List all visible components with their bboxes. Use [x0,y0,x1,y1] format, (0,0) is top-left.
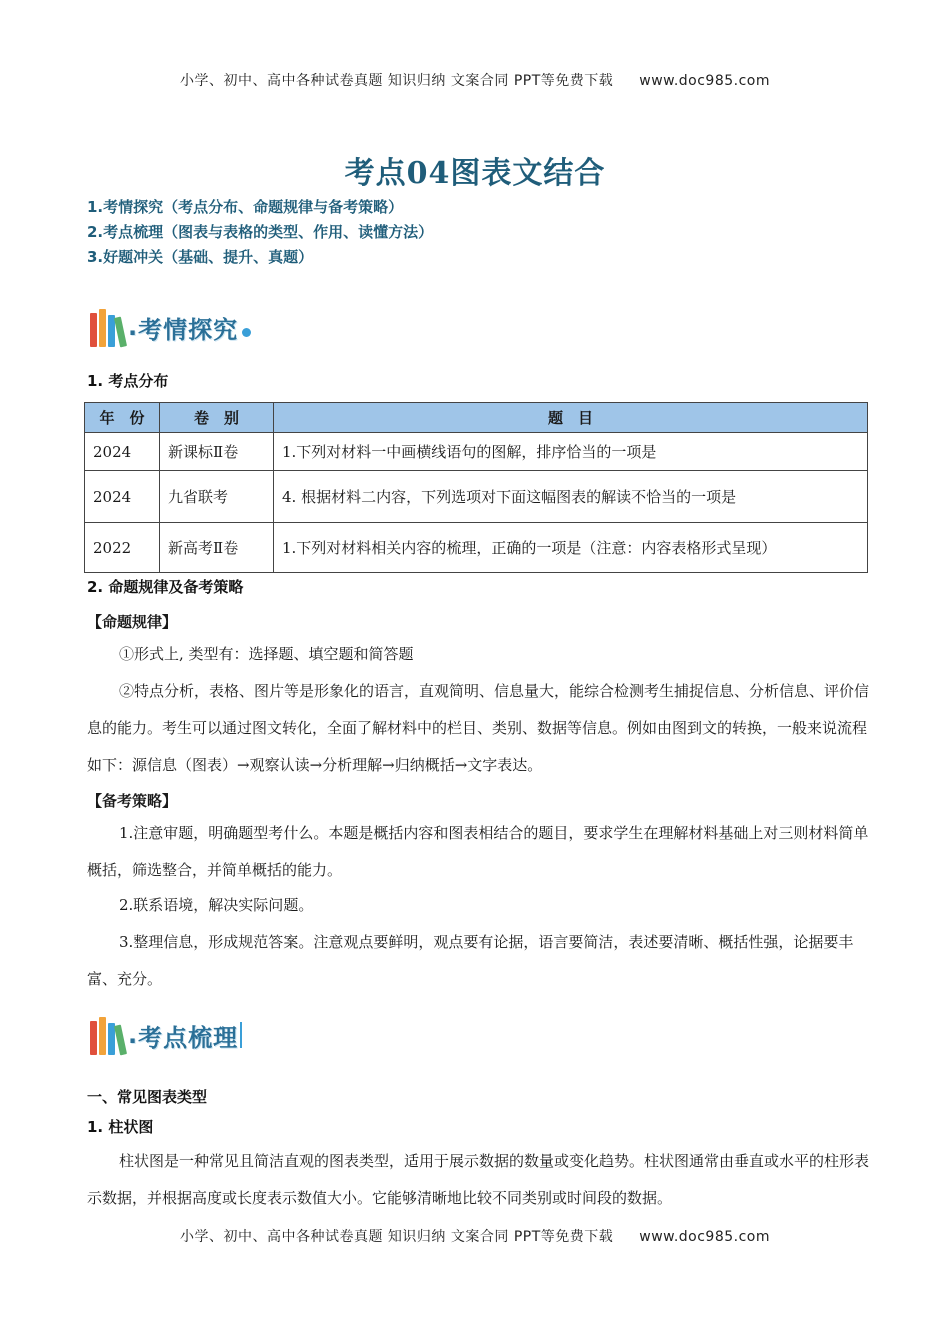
strategy-1: 1.注意审题，明确题型考什么。本题是概括内容和图表相结合的题目，要求学生在理解材料基础上对三则材料简单概括，筛选整合，并简单概括的能力。 [87,824,869,879]
banner-prefix: . [128,313,139,341]
exam-table [84,402,868,573]
cursor-bar-icon [240,1022,242,1048]
toc-item-1: 1.考情探究（考点分布、命题规律与备考策略） [87,198,404,216]
rules-title: 【命题规律】 [87,613,178,631]
table-row [85,433,868,471]
bar-chart-description: 柱状图是一种常见且简洁直观的图表类型，适用于展示数据的数量或变化趋势。柱状图通常由垂直或水平的柱形表示数据，并根据高度或长度表示数值大小。它能够清晰地比较不同类别或时间段的数据。 [87,1152,870,1207]
table-row [85,523,868,573]
cell-question: 4. 根据材料二内容，下列选项对下面这幅图表的解读不恰当的一项是 [274,471,868,523]
cell-year: 2024 [85,433,160,471]
books-icon [90,1015,126,1055]
banner-title: 考点梳理 [138,1023,239,1052]
col-header-year: 年 份 [85,403,160,433]
page-title: 考点04图表文结合 [344,156,606,191]
toc-item-3: 3.好题冲关（基础、提升、真题） [87,248,314,266]
header-text: 小学、初中、高中各种试卷真题 知识归纳 文案合同 PPT等免费下载 [179,73,614,89]
books-icon [90,307,126,347]
toc-item-2: 2.考点梳理（图表与表格的类型、作用、读懂方法） [87,223,434,241]
page-footer [0,1226,950,1246]
dot-icon [242,328,251,337]
rule-2: ②特点分析，表格、图片等是形象化的语言，直观简明、信息量大，能综合检测考生捕捉信息、分析信息、评价信息的能力。考生可以通过图文转化，全面了解材料中的栏目、类别、数据等信息。例如由图到文的转换，一般来说流程如下：源信息（图表）→观察认读→分析理解→归纳概括→文字表达。 [87,682,870,774]
section-banner-kaodian [90,1010,242,1060]
banner-title: 考情探究 [138,315,239,344]
header-url[interactable]: www.doc985.com [639,73,771,89]
rule-1: ①形式上, 类型有：选择题、填空题和简答题 [119,645,414,663]
strategy-2: 2.联系语境，解决实际问题。 [119,896,314,914]
sub-heading-bar-chart: 1. 柱状图 [87,1118,154,1136]
page-header [0,70,950,90]
section-heading-rules: 2. 命题规律及备考策略 [87,578,244,596]
col-header-paper: 卷 别 [160,403,274,433]
cell-paper: 新课标Ⅱ卷 [160,433,274,471]
section-heading-distribution: 1. 考点分布 [87,372,169,390]
cell-year: 2024 [85,471,160,523]
footer-url[interactable]: www.doc985.com [639,1229,771,1245]
part-heading-chart-types: 一、常见图表类型 [87,1088,208,1106]
cell-paper: 新高考Ⅱ卷 [160,523,274,573]
table-header-row [85,403,868,433]
cell-paper: 九省联考 [160,471,274,523]
section-banner-kaoqing [90,302,251,352]
table-row [85,471,868,523]
strategy-title: 【备考策略】 [87,792,178,810]
col-header-question: 题 目 [274,403,868,433]
cell-year: 2022 [85,523,160,573]
strategy-3: 3.整理信息，形成规范答案。注意观点要鲜明，观点要有论据，语言要简洁，表述要清晰、概括性强，论据要丰富、充分。 [87,933,854,988]
cell-question: 1.下列对材料一中画横线语句的图解，排序恰当的一项是 [274,433,868,471]
footer-text: 小学、初中、高中各种试卷真题 知识归纳 文案合同 PPT等免费下载 [179,1229,614,1245]
cell-question: 1.下列对材料相关内容的梳理，正确的一项是（注意：内容表格形式呈现） [274,523,868,573]
banner-prefix: . [128,1021,139,1049]
